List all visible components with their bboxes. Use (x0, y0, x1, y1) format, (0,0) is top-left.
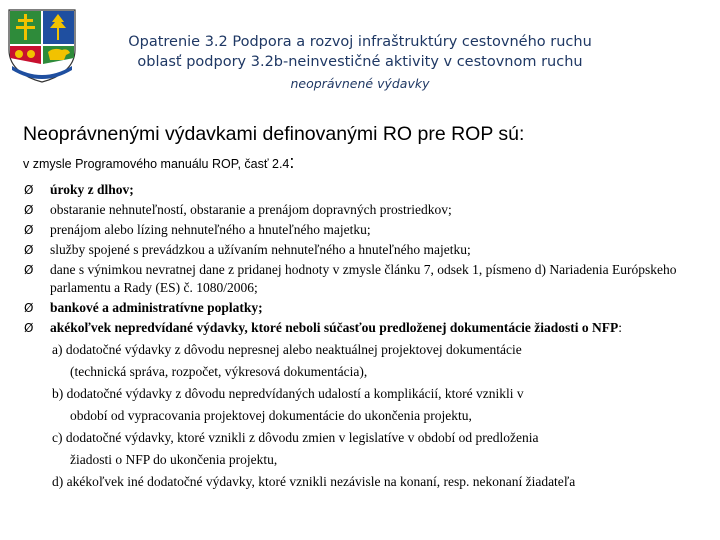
list-item (24, 241, 714, 259)
list-item-text: prenájom alebo lízing nehnuteľného a hnuteľného majetku; (50, 222, 371, 237)
arrow-bullet-icon: Ø (24, 321, 34, 335)
list-item-text: akékoľvek nepredvídané výdavky, ktoré neboli súčasťou predloženej dokumentácie žiadosti o NFP (50, 320, 619, 335)
sub-list (24, 339, 714, 493)
coat-of-arms-logo (6, 8, 78, 84)
list-item-text: bankové a administratívne poplatky; (50, 300, 263, 315)
sub-item-line2: (technická správa, rozpočet, výkresová dokumentácia), (70, 364, 368, 379)
list-item (24, 299, 714, 317)
arrow-bullet-icon: Ø (24, 183, 34, 197)
list-item (24, 181, 714, 199)
arrow-bullet-icon: Ø (24, 301, 34, 315)
list-item-text: služby spojené s prevádzkou a užívaním nehnuteľného a hnuteľného majetku; (50, 242, 471, 257)
list-item (24, 319, 714, 337)
sub-item-line1: a) dodatočné výdavky z dôvodu nepresnej alebo neaktuálnej projektovej dokumentácie (52, 342, 522, 357)
header-title-line2: oblasť podpory 3.2b-neinvestičné aktivity v cestovnom ruchu (137, 54, 583, 70)
list-item-text-wrap (50, 319, 714, 337)
ineligible-expenses-list (24, 181, 714, 493)
sub-item-line2: žiadosti o NFP do ukončenia projektu, (70, 452, 278, 467)
header-subtitle: neoprávnené výdavky (290, 76, 430, 91)
list-item (24, 221, 714, 239)
arrow-bullet-icon: Ø (24, 243, 34, 257)
arrow-bullet-icon: Ø (24, 263, 34, 277)
arrow-bullet-icon: Ø (24, 203, 34, 217)
list-item-text: úroky z dlhov; (50, 182, 134, 197)
sub-item (52, 471, 714, 493)
list-item-text: dane s výnimkou nevratnej dane z pridanej hodnoty v zmysle článku 7, odsek 1, písmeno d) Nariadenia Európskeho parlamentu a Rady (ES) č. 1080/2006; (50, 262, 677, 295)
sub-item-line1: c) dodatočné výdavky, ktoré vznikli z dôvodu zmien v legislatíve v období od predloženia (52, 430, 539, 445)
sub-item-line1: b) dodatočné výdavky z dôvodu nepredvídaných udalostí a komplikácií, ktoré vznikli v (52, 386, 524, 401)
subheading-text: v zmysle Programového manuálu ROP, časť 2.4 (23, 157, 290, 171)
arrow-bullet-icon: Ø (24, 223, 34, 237)
section-heading: Neoprávnenými výdavkami definovanými RO pre ROP sú: (23, 123, 525, 145)
list-item (24, 201, 714, 219)
sub-item-line1: d) akékoľvek iné dodatočné výdavky, ktoré vznikli nezávisle na konaní, resp. nekonaní žiadateľa (52, 474, 576, 489)
sub-item (52, 339, 714, 383)
sub-item (52, 383, 714, 427)
list-item-colon: : (618, 320, 623, 335)
sub-item-line2: období od vypracovania projektovej dokumentácie do ukončenia projektu, (70, 408, 472, 423)
list-item-text: obstaranie nehnuteľností, obstaranie a prenájom dopravných prostriedkov; (50, 202, 452, 217)
section-subheading (23, 152, 294, 173)
header-title-line1: Opatrenie 3.2 Podpora a rozvoj infraštruktúry cestovného ruchu (128, 34, 592, 50)
subheading-colon: : (289, 152, 295, 172)
list-item (24, 261, 714, 297)
sub-item (52, 427, 714, 471)
